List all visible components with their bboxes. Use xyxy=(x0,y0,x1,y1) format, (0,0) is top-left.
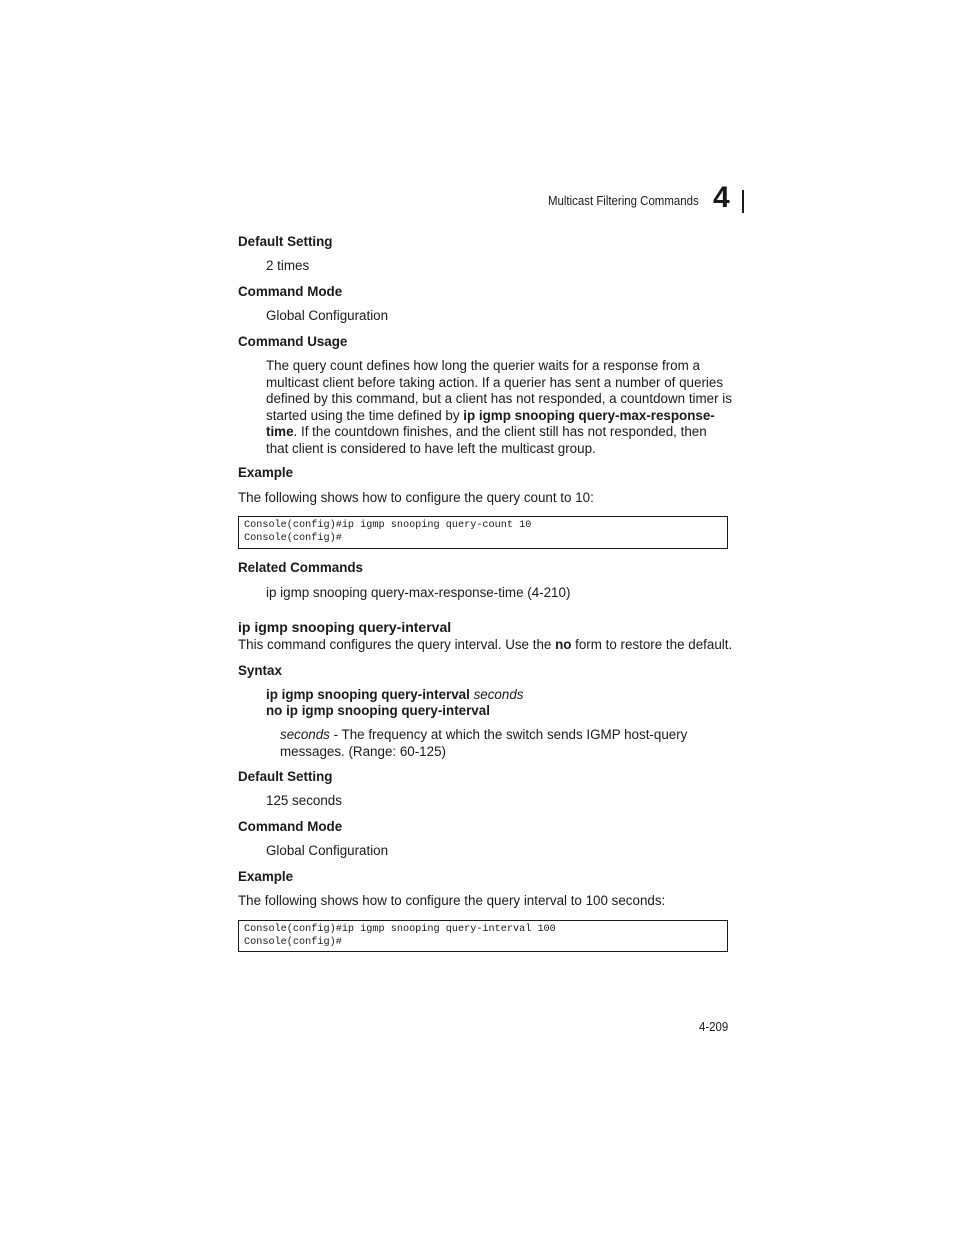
default-setting-heading: Default Setting xyxy=(238,234,333,249)
example-intro: The following shows how to configure the query count to 10: xyxy=(238,490,594,505)
syntax-heading: Syntax xyxy=(238,663,282,678)
command-usage-heading: Command Usage xyxy=(238,334,348,349)
related-command-link[interactable]: ip igmp snooping query-max-response-time (4-210) xyxy=(266,585,571,600)
intro-text: form to restore the default. xyxy=(571,637,733,652)
code-line: Console(config)# xyxy=(244,937,342,948)
parameter-description xyxy=(280,727,720,760)
syntax-command-name: ip igmp snooping query-interval xyxy=(266,687,470,702)
syntax-argument: seconds xyxy=(473,687,524,702)
default-setting-value: 2 times xyxy=(266,258,310,273)
usage-text-part-1: The query count defines how long the querier waits for a response from a multicast client before taking action. If a querier has sent a number of queries defined by this command, but a client has not responded, a countdown timer is started using the time defined by xyxy=(266,358,732,423)
section-intro xyxy=(238,637,732,652)
code-line: Console(config)#ip igmp snooping query-count 10 xyxy=(244,520,532,531)
code-line: Console(config)#ip igmp snooping query-interval 100 xyxy=(244,924,556,935)
example-heading: Example xyxy=(238,465,294,480)
chapter-tab-rule xyxy=(742,190,744,213)
page-number: 4-209 xyxy=(699,1019,729,1034)
usage-command-reference: ip igmp snooping query-max-response-time xyxy=(266,407,715,439)
chapter-number: 4 xyxy=(713,181,730,214)
syntax-command xyxy=(266,687,523,702)
command-mode-value: Global Configuration xyxy=(266,308,389,323)
command-usage-paragraph xyxy=(266,358,732,457)
default-setting-heading: Default Setting xyxy=(238,769,333,784)
example-intro: The following shows how to configure the query interval to 100 seconds: xyxy=(238,893,666,908)
usage-text-part-2: . If the countdown finishes, and the client still has not responded, then that client is considered to have left the multicast group. xyxy=(266,424,707,456)
example-heading: Example xyxy=(238,869,294,884)
related-commands-heading: Related Commands xyxy=(238,560,364,575)
default-setting-value: 125 seconds xyxy=(266,793,342,808)
command-mode-heading: Command Mode xyxy=(238,284,343,299)
syntax-no-form: no ip igmp snooping query-interval xyxy=(266,703,490,718)
section-title: ip igmp snooping query-interval xyxy=(238,619,452,635)
parameter-name: seconds xyxy=(280,727,330,742)
code-example-box xyxy=(238,920,728,952)
intro-keyword: no xyxy=(555,637,572,652)
intro-text: This command configures the query interval. Use the xyxy=(238,637,556,652)
code-example-box xyxy=(238,516,728,549)
parameter-text: - The frequency at which the switch sends IGMP host-query messages. (Range: 60-125) xyxy=(280,727,688,759)
running-header-title: Multicast Filtering Commands xyxy=(548,193,699,208)
code-line: Console(config)# xyxy=(244,533,342,544)
command-mode-value: Global Configuration xyxy=(266,843,389,858)
command-mode-heading: Command Mode xyxy=(238,819,343,834)
